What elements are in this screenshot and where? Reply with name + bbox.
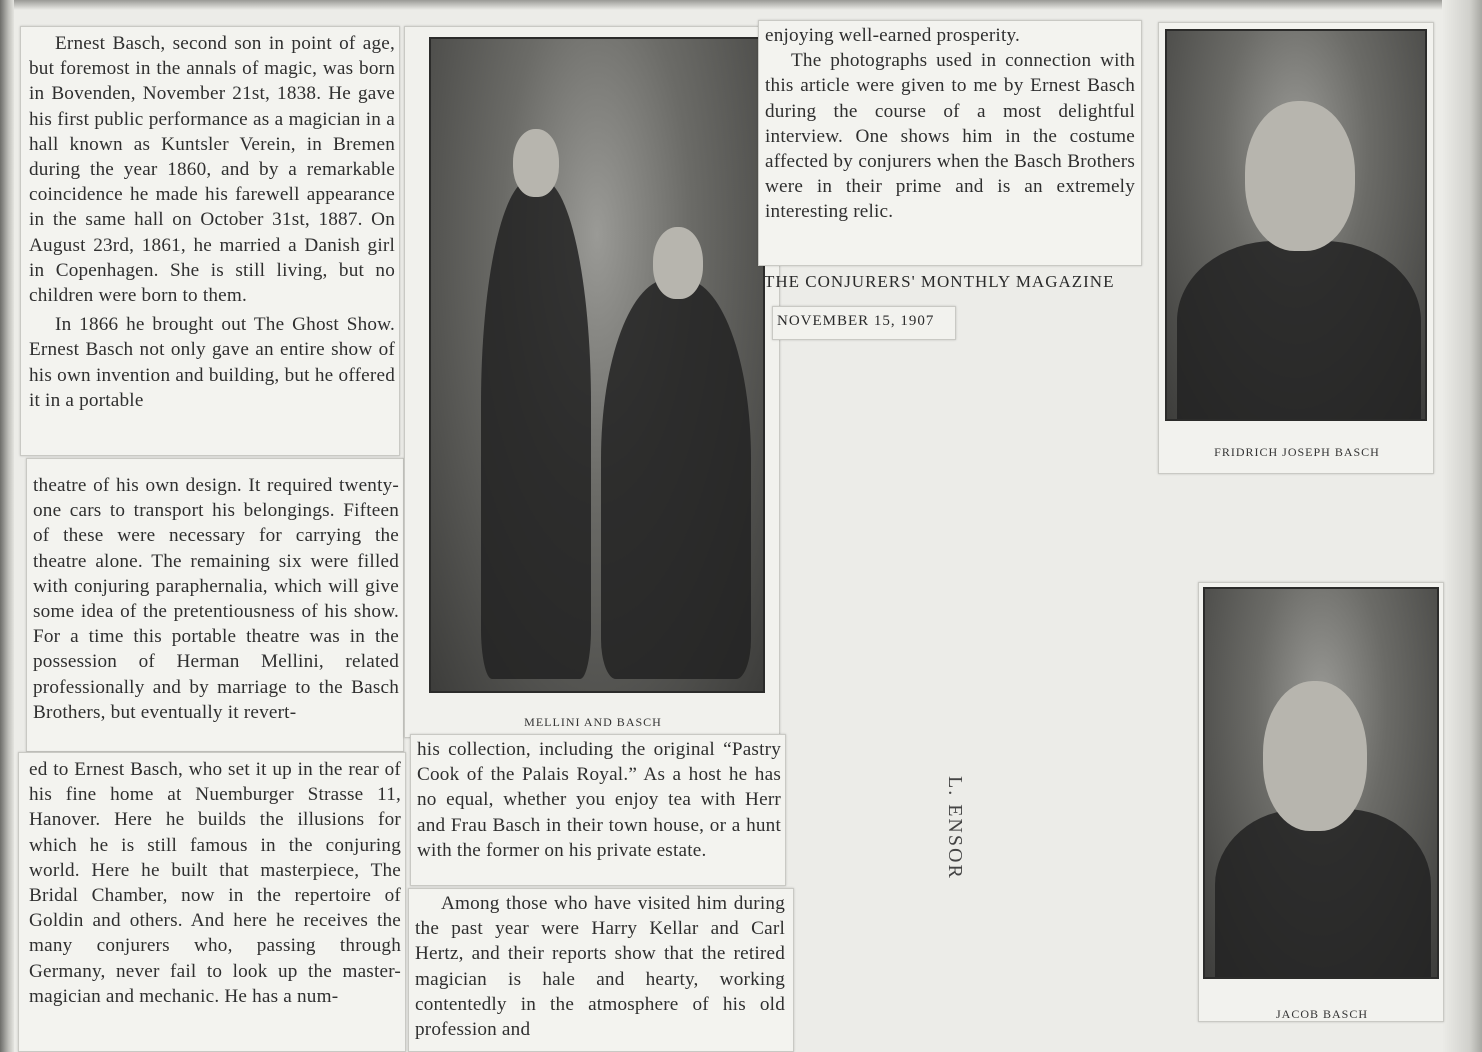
standing-figure-face [513,129,559,197]
seated-figure [601,279,751,679]
magazine-name: THE CONJURERS' MONTHLY MAGAZINE [764,272,1115,291]
seated-figure-face [653,227,703,299]
left-edge-shadow [0,0,14,1052]
paragraph: Ernest Basch, second son in point of age, but foremost in the annals of magic, was born in Bovenden, November 21st, 1838. He gave his first public performance as a magician in a hall known as Kuntsler Verein, in Bremen during the year 1860, and by a remarkable coincidence he made his farewell appearance in the same hall on October 31st, 1887. On August 23rd, 1861, he married a Danish girl in Copenhagen. She is still living, but no children were born to them. [29,33,395,307]
portrait-jacob-basch [1203,587,1439,979]
portrait-face [1263,681,1367,831]
issue-date: NOVEMBER 15, 1907 [772,306,956,340]
portrait-body [1177,241,1421,421]
right-edge-shadow [1442,0,1482,1052]
standing-figure [481,179,591,679]
top-edge-shadow [0,0,1482,10]
clipping-column3-a [758,20,1142,266]
portrait-face [1245,101,1355,251]
clipping-column1-c [18,752,406,1052]
portrait-fridrich-joseph-basch [1165,29,1427,421]
paragraph: The photographs used in connection with this article were given to me by Ernest Basch during the course of a most delightful interview. One shows him in the costume affected by conjurers when the Basch Brothers were in their prime and is an extremely interesting relic. [765,50,1135,223]
photo-clipping-mellini-basch [404,26,780,738]
paragraph: his collection, including the original “Pastry Cook of the Palais Royal.” As a host he has no equal, whether you enjoy tea with Herr and Frau Basch in their town house, or a hunt with the former on his private estate. [417,739,781,861]
clipping-column2-a [410,734,786,886]
ensor-stamp: L. ENSOR [944,776,966,880]
portrait-caption: FRIDRICH JOSEPH BASCH [1214,445,1380,459]
portrait-clipping-fridrich [1158,22,1434,474]
portrait-caption: JACOB BASCH [1275,1007,1369,1021]
paragraph: enjoying well-earned prosperity. [765,25,1021,46]
photo-caption: MELLINI AND BASCH [524,715,662,729]
portrait-body [1215,809,1431,979]
paragraph: In 1866 he brought out The Ghost Show. Ernest Basch not only gave an entire show of his own invention and building, but he offered it in a portable [29,314,395,411]
paragraph: Among those who have visited him during the past year were Harry Kellar and Carl Hertz, and their reports show that the retired magician is hale and hearty, working contentedly in the atmosphere of his old profession and [415,893,785,1041]
photo-mellini-and-basch [429,37,765,693]
paragraph: theatre of his own design. It required twenty-one cars to transport his belongings. Fifteen of these were necessary for carrying the theatre alone. The remaining six were filled with conjuring paraphernalia, which will give some idea of the pretentiousness of his show. For a time this portable theatre was in the possession of Herman Mellini, related professionally and by marriage to the Basch Brothers, but eventually it revert- [33,475,399,723]
clipping-column2-b [408,888,794,1052]
clipping-column1-a [20,26,400,456]
paragraph: ed to Ernest Basch, who set it up in the rear of his fine home at Nuemburger Strasse 11, Hanover. Here he builds the illusions for which he is still famous in the conjuring world. Here he built that masterpiece, The Bridal Chamber, now in the repertoire of Goldin and others. And here he receives the many conjurers who, passing through Germany, never fail to look up the master-magician and mechanic. He has a num- [29,759,401,1007]
portrait-clipping-jacob [1198,582,1444,1022]
clipping-column1-b [26,458,404,752]
